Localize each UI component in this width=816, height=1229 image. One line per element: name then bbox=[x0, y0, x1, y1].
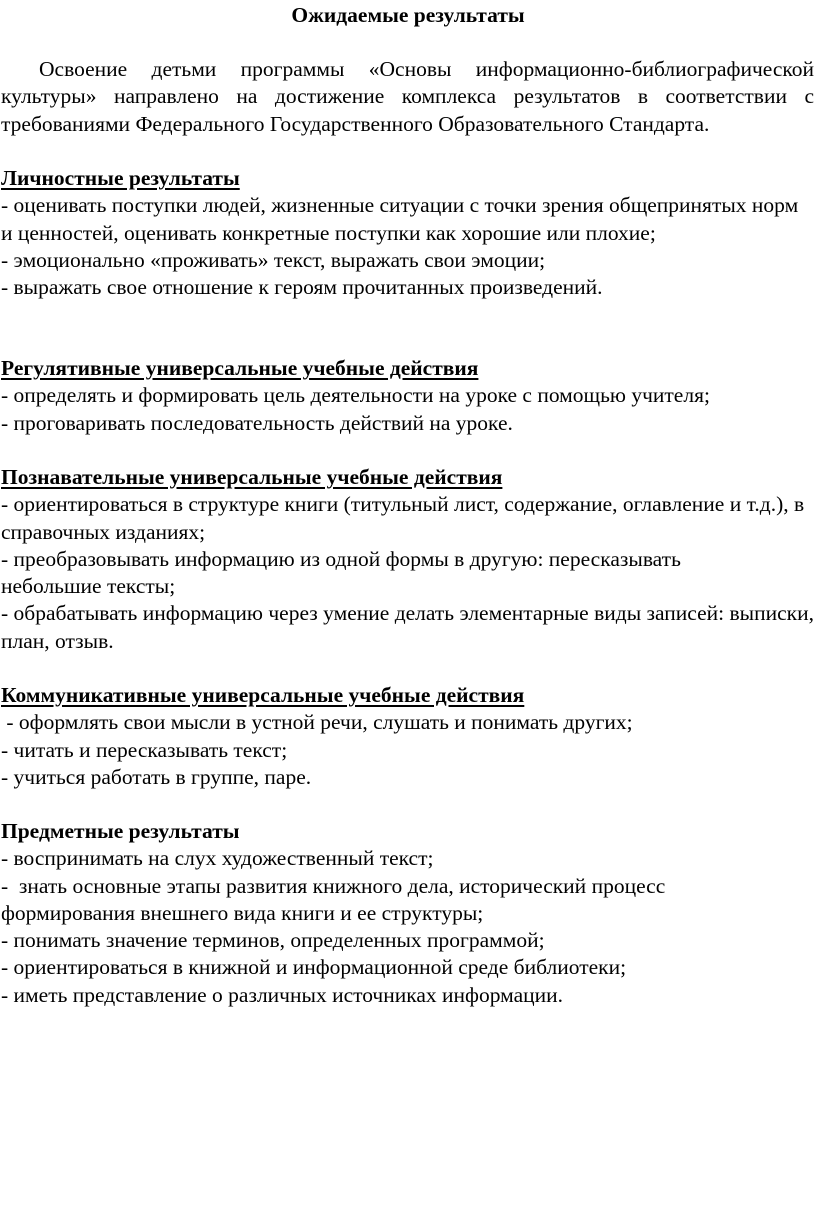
intro-paragraph: Освоение детьми программы «Основы информационно-библиографической культуры» направлено на достижение комплекса результатов в соответствии с требованиями Федерального Государственного Образовательного Стандарта. bbox=[1, 57, 814, 136]
list-item: - учиться работать в группе, паре. bbox=[1, 764, 312, 789]
list-item: - выражать свое отношение к героям прочитанных произведений. bbox=[1, 275, 603, 300]
list-item: - понимать значение терминов, определенных программой; bbox=[1, 928, 545, 953]
list-item: - знать основные этапы развития книжного дела, исторический процесс формирования внешнего вида книги и ее структуры; bbox=[1, 873, 671, 925]
list-item: - ориентироваться в структуре книги (титульный лист, содержание, оглавление и т.д.), в справочных изданиях; bbox=[1, 492, 805, 544]
section-cognitive-actions bbox=[1, 464, 816, 655]
list-item: - иметь представление о различных источниках информации. bbox=[1, 982, 564, 1007]
section-heading: Коммуникативные универсальные учебные действия bbox=[1, 683, 525, 707]
list-item: - воспринимать на слух художественный текст; bbox=[1, 846, 434, 871]
list-item: - определять и формировать цель деятельности на уроке с помощью учителя; bbox=[1, 383, 710, 408]
section-subject-results bbox=[1, 818, 816, 1009]
list-item: - проговаривать последовательность действий на уроке. bbox=[1, 410, 513, 435]
page-title: Ожидаемые результаты bbox=[291, 3, 525, 27]
section-heading: Познавательные универсальные учебные действия bbox=[1, 465, 503, 489]
list-item: - оценивать поступки людей, жизненные ситуации с точки зрения общепринятых норм и ценностей, оценивать конкретные поступки как хорошие или плохие; bbox=[1, 193, 799, 245]
list-item: - эмоционально «проживать» текст, выражать свои эмоции; bbox=[1, 247, 546, 272]
section-personal-results bbox=[1, 165, 816, 301]
section-heading: Предметные результаты bbox=[1, 819, 240, 843]
section-communicative-actions bbox=[1, 682, 816, 791]
list-item: - оформлять свои мысли в устной речи, слушать и понимать других; bbox=[1, 710, 633, 735]
list-item: - обрабатывать информацию через умение делать элементарные виды записей: выписки, план, отзыв. bbox=[1, 601, 814, 653]
list-item: - читать и пересказывать текст; bbox=[1, 737, 288, 762]
list-item: - ориентироваться в книжной и информационной среде библиотеки; bbox=[1, 955, 627, 980]
section-heading: Личностные результаты bbox=[1, 166, 240, 190]
section-heading: Регулятивные универсальные учебные действия bbox=[1, 356, 479, 380]
list-item: - преобразовывать информацию из одной формы в другую: пересказывать небольшие тексты; bbox=[1, 546, 681, 599]
section-regulatory-actions bbox=[1, 355, 816, 437]
